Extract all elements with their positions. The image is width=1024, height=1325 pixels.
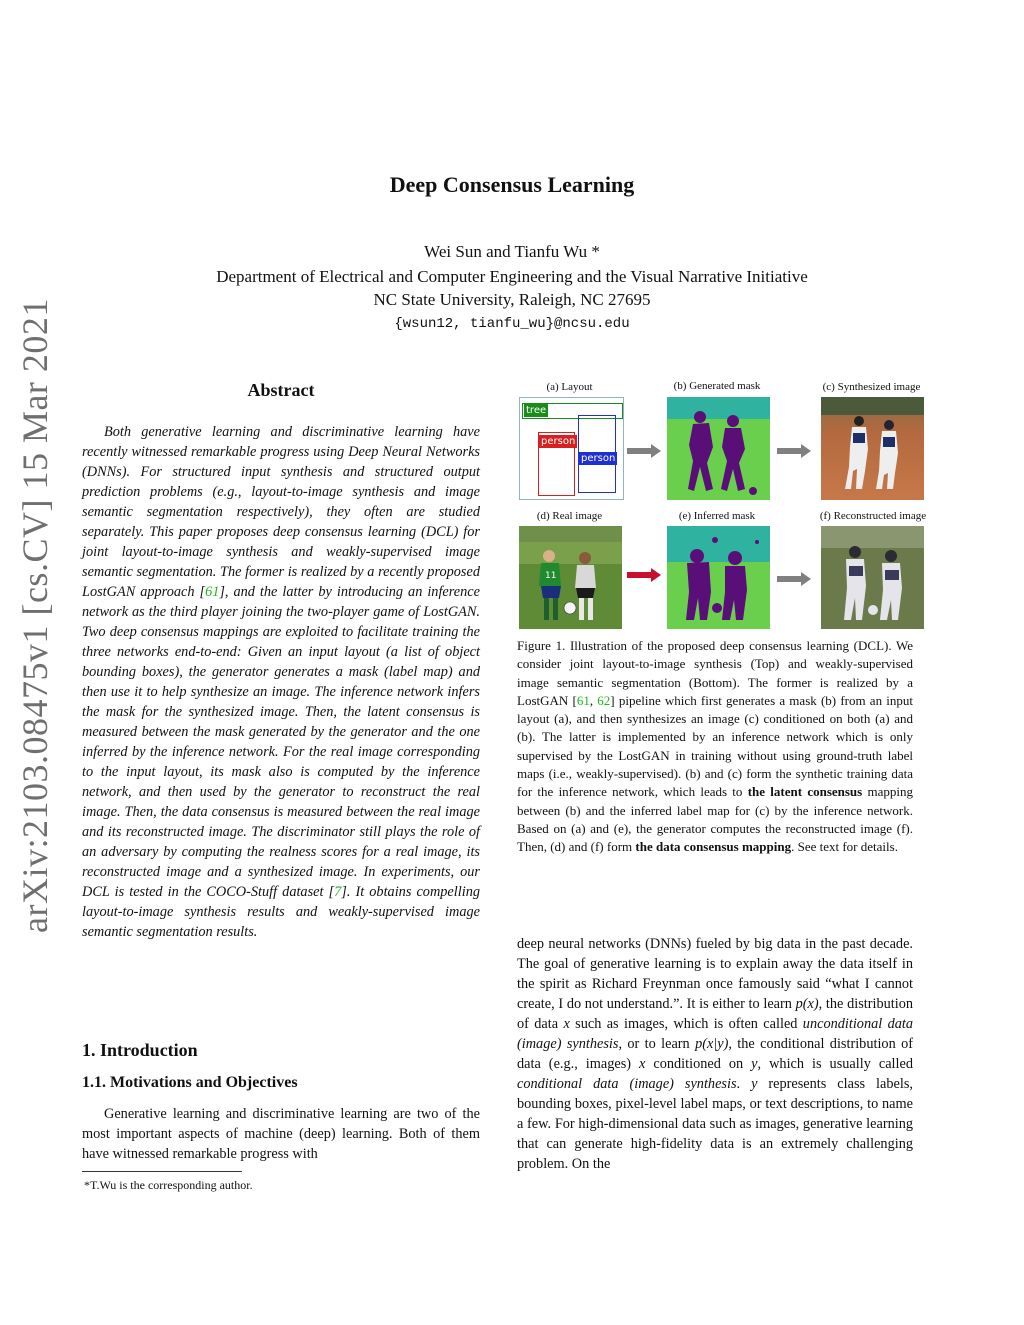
arxiv-stamp: arXiv:2103.08475v1 [cs.CV] 15 Mar 2021 [15,298,55,933]
paper-email: {wsun12, tianfu_wu}@ncsu.edu [394,316,630,332]
affiliation-line-2: NC State University, Raleigh, NC 27695 [373,290,651,309]
synthesized-image-panel [821,397,924,500]
tree-bbox-label: tree [526,405,547,416]
section-heading-introduction: 1. Introduction [82,1040,198,1060]
body-text: such as images, which is often called [569,1016,803,1032]
body-text: represents class labels, bounding boxes, pixel-level label maps, or text descriptions, to name a few. For high-dimensional data such as images, generative learning that can generate high-fidelity data is an extremely challenging problem. On the [517,1076,913,1172]
caption-bold-data: the data consensus mapping [635,839,792,855]
generated-mask-panel [667,397,770,500]
emphasis-term: conditional data (image) synthesis [517,1076,737,1092]
reconstructed-image-panel [821,526,924,629]
inferred-mask-panel [667,526,770,629]
emphasis-term: unconditional data (image) synthesis [517,1016,913,1052]
arrow-icon [777,444,811,458]
body-text: , the distribution of data [517,996,913,1032]
caption-bold-latent: the latent consensus [747,784,863,800]
real-image-panel [519,526,622,629]
arrow-icon [627,444,661,458]
math-term: y [751,1076,758,1092]
body-text: . [736,1076,752,1092]
jersey-number: 11 [545,571,557,581]
figure-caption [517,637,913,857]
body-text: , or to learn [618,1036,696,1052]
right-column-paragraph [517,934,913,1174]
paper-title: Deep Consensus Learning [389,172,635,197]
caption-sep: , [589,692,598,708]
math-term: p(x) [795,996,819,1012]
caption-text-1: Figure 1. Illustration of the proposed deep consensus learning (DCL). We consider joint layout-to-image synthesis (Top) and weakly-supervised image semantic segmentation (Bottom). The former is realized by a LostGAN [ [517,638,913,708]
paper-authors: Wei Sun and Tianfu Wu * [424,242,600,261]
affiliation-line-1: Department of Electrical and Computer Engineering and the Visual Narrative Initiative [216,267,808,286]
figure-label-e: (e) Inferred mask [678,510,756,522]
footnote: *T.Wu is the corresponding author. [84,1178,253,1192]
figure-label-d: (d) Real image [536,510,603,522]
body-text: , the conditional distribution of data (e.g., images) [517,1036,913,1072]
subsection-heading-motivations: 1.1. Motivations and Objectives [82,1074,298,1091]
abstract-text-2: ], and the latter by introducing an inference network as the third player joining the two-player game of LostGAN. Two deep consensus mappings are exploited to facilitate training the three networks end-to-end: Given an input layout (a list of object bounding boxes), the generator generates a mask (label map) and then use it to help synthesize an image. The inference network infers the mask for the synthesized image. Then, the latent consensus is measured between the mask generated by the generator and the one inferred by the inference network. For the real image corresponding to the input layout, its mask also is computed by the inference network, and then used by the generator to reconstruct the real image. Then, the data consensus is measured between the real image and its reconstructed image. The discriminator still plays the role of an adversary by computing the realness scores for a real image, its reconstructed image and a synthesized image. In experiments, our DCL is tested in the COCO-Stuff dataset [ [82,584,480,900]
footnote-rule [82,1171,242,1172]
intro-paragraph: Generative learning and discriminative learning are two of the most important aspects of machine (deep) learning. Both of them have witnessed remarkable progress with [82,1106,480,1162]
person-bbox-label: person [581,453,616,464]
figure-label-f: (f) Reconstructed image [819,510,927,522]
citation-link[interactable]: 61 [205,584,220,600]
arrow-icon [777,572,811,586]
figure-label-c: (c) Synthesized image [822,381,921,393]
figure-1 [517,378,937,630]
caption-text-4: . See text for details. [791,839,898,855]
abstract-heading: Abstract [247,380,315,400]
abstract-text-3: ]. It obtains compelling layout-to-image synthesis results and weakly-supervised image semantic segmentation results. [82,884,480,940]
figure-label-b: (b) Generated mask [673,380,761,392]
math-term: y [751,1056,758,1072]
layout-panel [519,397,624,500]
math-term: p(x|y) [695,1036,729,1052]
caption-text-3: mapping between (b) and the inferred label map for (c) by the inference network. Based on (a) and (e), the generator computes the reconstructed image (f). Then, (d) and (f) form [517,784,913,855]
person-bbox-label: person [541,436,576,447]
math-term: x [563,1016,570,1032]
arrow-icon [627,568,661,582]
paper-affiliation [0,265,1024,311]
abstract-text-1: Both generative learning and discriminative learning have recently witnessed remarkable progress using Deep Neural Networks (DNNs). For structured input synthesis and structured output prediction problems (e.g., layout-to-image synthesis and image semantic segmentation respectively), they often are studied separately. This paper proposes deep consensus learning (DCL) for joint layout-to-image synthesis and weakly-supervised image semantic segmentation. The former is realized by a recently proposed LostGAN approach [ [82,424,480,600]
math-term: x [639,1056,646,1072]
citation-link[interactable]: 62 [597,692,611,708]
figure-label-a: (a) Layout [546,381,593,393]
caption-text-2: ] pipeline which first generates a mask (b) from an input layout (a), and then synthesizes an image (c) conditioned on both (a) and (b). The latter is implemented by an inference network which is only supervised by the LostGAN in training without using ground-truth label maps (i.e., weakly-supervised). (b) and (c) form the synthetic training data for the inference network, which leads to [517,692,914,800]
body-text: conditioned on [645,1056,752,1072]
citation-link[interactable]: 7 [334,884,342,900]
body-text: deep neural networks (DNNs) fueled by big data in the past decade. The goal of generative learning is to explain away the data itself in the spirit as Richard Freynman once famously said “what I cannot create, I do not understand.”. It is either to learn [517,936,913,1012]
abstract-body [82,422,480,942]
citation-link[interactable]: 61 [576,692,590,708]
body-text: , which is usually called [757,1056,913,1072]
